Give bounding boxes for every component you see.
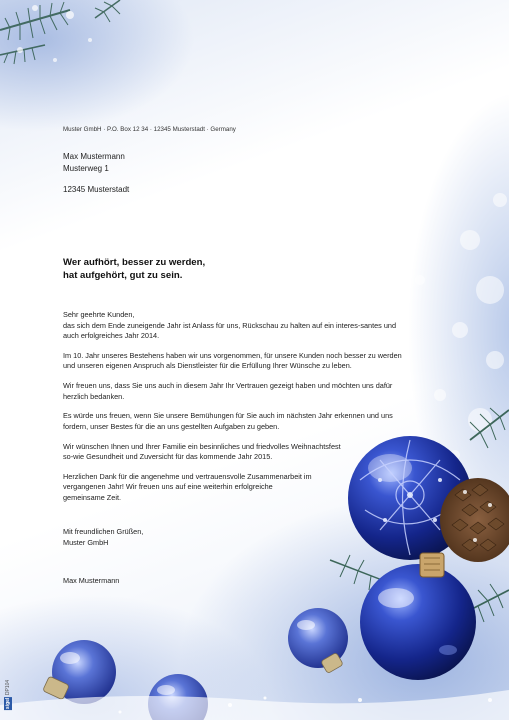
closing bbox=[63, 527, 143, 548]
product-code-vertical bbox=[4, 680, 12, 710]
closing-company: Muster GmbH bbox=[63, 537, 109, 547]
closing-greeting: Mit freundlichen Grüßen, bbox=[63, 527, 144, 536]
paragraph-5-line-1: Wir wünschen Ihnen und Ihrer Familie ein besinnliches und friedvolles Weihnachtsfest bbox=[63, 441, 341, 451]
ornament-glossy-large bbox=[360, 553, 476, 680]
headline bbox=[63, 256, 205, 282]
headline-line-1: Wer aufhört, besser zu werden, bbox=[63, 257, 206, 268]
bokeh-lights bbox=[415, 193, 507, 460]
paragraph-5 bbox=[63, 442, 408, 463]
paragraph-2: Im 10. Jahr unseres Bestehens haben wir uns vorgenommen, für unsere Kunden noch besser zu werden und unseren eigenen Anspruch als Dienstleister für die Erfüllung Ihrer Wünsche zu leben. bbox=[63, 350, 402, 371]
paragraph-6-line-2: vergangenen Jahr! Wir freuen uns auf eine weiterhin erfolgreiche bbox=[63, 482, 273, 492]
product-code-tag bbox=[3, 620, 12, 710]
paragraph-1: das sich dem Ende zuneigende Jahr ist Anlass für uns, Rückschau zu halten auf ein interes-santes und auch erfolgreiches Jahr 2014. bbox=[63, 320, 397, 340]
product-code: DP104 bbox=[5, 679, 11, 696]
pine-branch-top-left bbox=[0, 0, 120, 64]
recipient-name: Max Mustermann bbox=[63, 152, 125, 161]
paragraph-6-line-3: gemeinsame Zeit. bbox=[63, 492, 121, 502]
signer-name: Max Mustermann bbox=[63, 576, 120, 585]
paragraph-3: Wir freuen uns, dass Sie uns auch in diesem Jahr Ihr Vertrauen gezeigt haben und möchten uns dafür herzlich bedanken. bbox=[63, 381, 393, 401]
brand-logo: sigel bbox=[5, 697, 11, 709]
headline-line-2: hat aufgehört, gut zu sein. bbox=[63, 270, 183, 281]
paragraph-6-line-1: Herzlichen Dank für die angenehme und vertrauensvolle Zusammenarbeit im bbox=[63, 471, 312, 481]
ornament-bottom-left-1 bbox=[43, 640, 116, 704]
recipient-address bbox=[63, 151, 129, 196]
paragraph-5-line-2: so-wie Gesundheit und Zuversicht für das kommende Jahr 2015. bbox=[63, 452, 273, 462]
paragraph-6 bbox=[63, 472, 408, 504]
ornament-medium bbox=[288, 608, 348, 674]
sender-line: Muster GmbH · P.O. Box 12 34 · 12345 Musterstadt · Germany bbox=[63, 126, 236, 133]
recipient-city: 12345 Musterstadt bbox=[63, 185, 130, 194]
letter-body bbox=[63, 310, 408, 513]
salutation: Sehr geehrte Kunden, bbox=[63, 310, 135, 319]
recipient-street: Musterweg 1 bbox=[63, 164, 109, 173]
paragraph-4: Es würde uns freuen, wenn Sie unsere Bemühungen für Sie auch im nächsten Jahr erkennen und uns fordern, unser Bestes für die an uns gestellten Aufgaben zu geben. bbox=[63, 411, 393, 431]
